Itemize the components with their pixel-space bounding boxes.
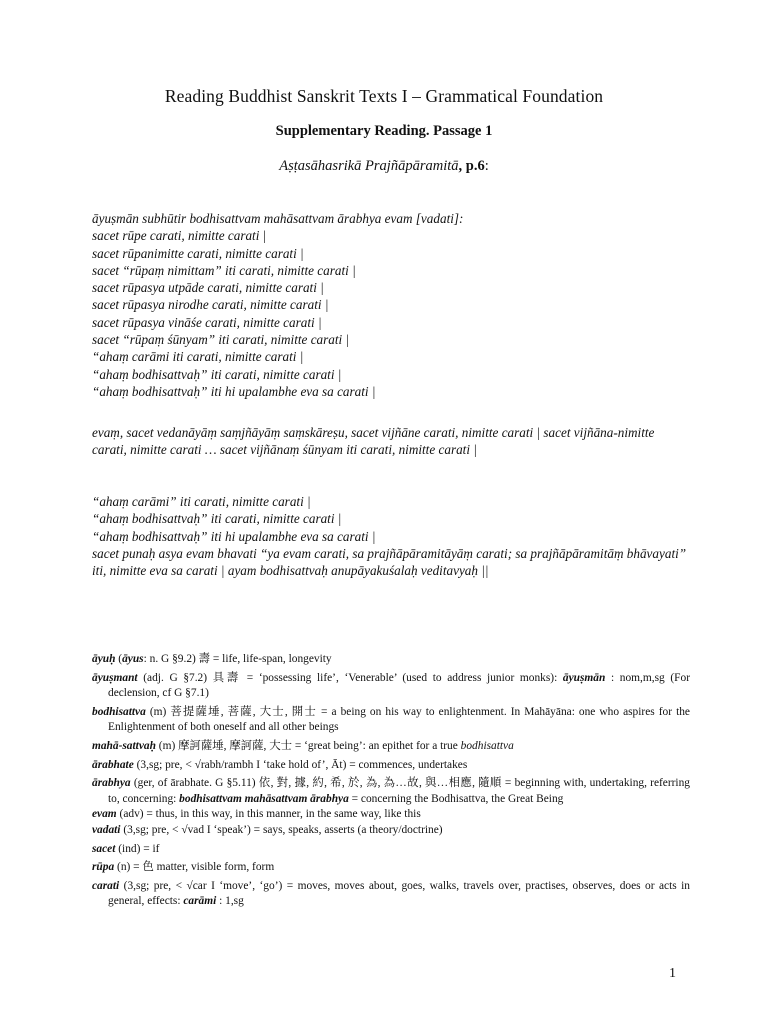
passage-block-2 bbox=[92, 424, 692, 459]
glossary-definition: (ind) = if bbox=[115, 842, 160, 855]
passage-line: sacet rūpasya utpāde carati, nimitte carati | bbox=[92, 280, 324, 296]
glossary-alt-form: āyus bbox=[122, 653, 144, 665]
source-reference bbox=[0, 158, 768, 175]
glossary-entry-ayusmant bbox=[92, 671, 690, 702]
glossary bbox=[92, 652, 690, 913]
passage-line: “ahaṃ bodhisattvaḥ” iti carati, nimitte carati | bbox=[92, 511, 342, 527]
passage-paragraph: sacet punaḥ asya evam bhavati “ya evam carati, sa prajñāpāramitāyāṃ carati; sa prajñāpāramitāṃ bhāvayati” iti, nimitte eva sa carati | ayam bodhisattvaḥ anupāyakuśalaḥ veditavyaḥ || bbox=[92, 545, 687, 579]
glossary-entry-arabhya bbox=[92, 776, 690, 807]
passage-line: “ahaṃ bodhisattvaḥ” iti carati, nimitte carati | bbox=[92, 366, 342, 382]
glossary-headword: mahā-sattvaḥ bbox=[92, 739, 156, 752]
glossary-headword: ārabhate bbox=[92, 758, 134, 771]
passage-line: “ahaṃ carāmi” iti carati, nimitte carati | bbox=[92, 494, 311, 509]
glossary-definition: (adj. G §7.2) 具壽 = ‘possessing life’, ‘Venerable’ (used to address junior monks): bbox=[137, 671, 563, 684]
source-colon: : bbox=[484, 158, 489, 174]
glossary-definition: (3,sg; pre, < √rabh/rambh I ‘take hold of’, Āt) = commences, undertakes bbox=[133, 758, 468, 771]
passage-block-1 bbox=[92, 210, 692, 400]
passage-line: “ahaṃ carāmi iti carati, nimitte carati | bbox=[92, 349, 304, 365]
glossary-headword: evam bbox=[92, 808, 117, 821]
passage-line: sacet “rūpaṃ śūnyam” iti carati, nimitte carati | bbox=[92, 332, 350, 348]
glossary-definition: (n) = 色 matter, visible form, form bbox=[114, 861, 275, 874]
glossary-headword: āyuṣmant bbox=[92, 671, 138, 684]
glossary-headword: ārabhya bbox=[92, 777, 131, 790]
document-title: Reading Buddhist Sanskrit Texts I – Grammatical Foundation bbox=[164, 86, 604, 106]
passage-block-3 bbox=[92, 493, 692, 579]
glossary-entry-maha-sattvah bbox=[92, 739, 690, 755]
document-subtitle: Supplementary Reading. Passage 1 bbox=[275, 123, 493, 139]
glossary-form: bodhisattva bbox=[460, 739, 514, 752]
glossary-definition: (m) 摩訶薩埵, 摩訶薩, 大士 = ‘great being’: an epithet for a true bbox=[155, 739, 461, 752]
passage-line: sacet “rūpaṃ nimittam” iti carati, nimitte carati | bbox=[92, 262, 356, 278]
source-work-title: Aṣṭasāhasrikā Prajñāpāramitā bbox=[279, 158, 459, 174]
glossary-headword: rūpa bbox=[92, 861, 115, 874]
glossary-entry-ayuh bbox=[92, 652, 690, 668]
glossary-entry-sacet bbox=[92, 842, 690, 858]
passage-paragraph: evaṃ, sacet vedanāyāṃ saṃjñāyāṃ saṃskāreṣu, sacet vijñāne carati, nimitte carati | sacet vijñāna-nimitte carati, nimitte carati … sacet vijñānaṃ śūnyam iti carati, nimitte carati | bbox=[92, 425, 655, 458]
glossary-entry-evam bbox=[92, 807, 690, 823]
glossary-definition-tail: : nom,m,sg (For declension, cf G §7.1) bbox=[108, 671, 690, 700]
glossary-headword: bodhisattva bbox=[92, 705, 146, 718]
passage-line: sacet rūpasya vināśe carati, nimitte carati | bbox=[92, 314, 322, 330]
glossary-form: bodhisattvam mahāsattvam ārabhya bbox=[179, 792, 349, 805]
glossary-entry-bodhisattva bbox=[92, 705, 690, 736]
glossary-definition: (adv) = thus, in this way, in this manner, in the same way, like this bbox=[116, 808, 421, 821]
glossary-paren: ( bbox=[115, 653, 123, 665]
glossary-entry-rupa bbox=[92, 860, 690, 876]
source-page: , p.6 bbox=[458, 158, 485, 174]
glossary-definition: (3,sg; pre, < √vad I ‘speak’) = says, speaks, asserts (a theory/doctrine) bbox=[120, 823, 443, 836]
passage-line: sacet rūpe carati, nimitte carati | bbox=[92, 228, 267, 244]
glossary-definition-tail: = concerning the Bodhisattva, the Great Being bbox=[348, 792, 564, 805]
glossary-form: āyuṣmān bbox=[562, 671, 606, 684]
glossary-definition: (ger, of ārabhate. G §5.11) 依, 對, 據, 約, 希, 於, 為, 為…故, 與…相應, 隨順 = beginning with, undertaking, referring to, concerning: bbox=[108, 777, 690, 805]
passage-line: āyuṣmān subhūtir bodhisattvam mahāsattvam ārabhya evam [vadati]: bbox=[92, 211, 464, 226]
glossary-entry-vadati bbox=[92, 823, 690, 839]
passage-line: sacet rūpasya nirodhe carati, nimitte carati | bbox=[92, 297, 329, 313]
glossary-definition: : n. G §9.2) 壽 = life, life-span, longevity bbox=[143, 653, 332, 665]
glossary-entry-carati bbox=[92, 879, 690, 910]
glossary-form: carāmi bbox=[183, 895, 217, 908]
page-number: 1 bbox=[669, 966, 676, 981]
glossary-definition: (3,sg; pre, < √car I ‘move’, ‘go’) = moves, moves about, goes, walks, travels over, practises, observes, does or acts in general, effects: bbox=[108, 879, 690, 908]
passage-line: “ahaṃ bodhisattvaḥ” iti hi upalambhe eva sa carati | bbox=[92, 528, 376, 544]
glossary-definition-tail: : 1,sg bbox=[216, 895, 244, 908]
glossary-entry-arabhate bbox=[92, 758, 690, 774]
glossary-headword: carati bbox=[92, 879, 120, 892]
passage-line: sacet rūpanimitte carati, nimitte carati | bbox=[92, 245, 304, 261]
passage-line: “ahaṃ bodhisattvaḥ” iti hi upalambhe eva sa carati | bbox=[92, 383, 376, 399]
glossary-headword: sacet bbox=[92, 842, 116, 855]
glossary-definition: (m) 菩提薩埵, 菩薩, 大士, 開士 = a being on his way to enlightenment. In Mahāyāna: one who aspires for the Enlightenment of both oneself and all other beings bbox=[108, 705, 690, 734]
glossary-headword: āyuḥ bbox=[92, 653, 116, 665]
glossary-headword: vadati bbox=[92, 823, 121, 836]
